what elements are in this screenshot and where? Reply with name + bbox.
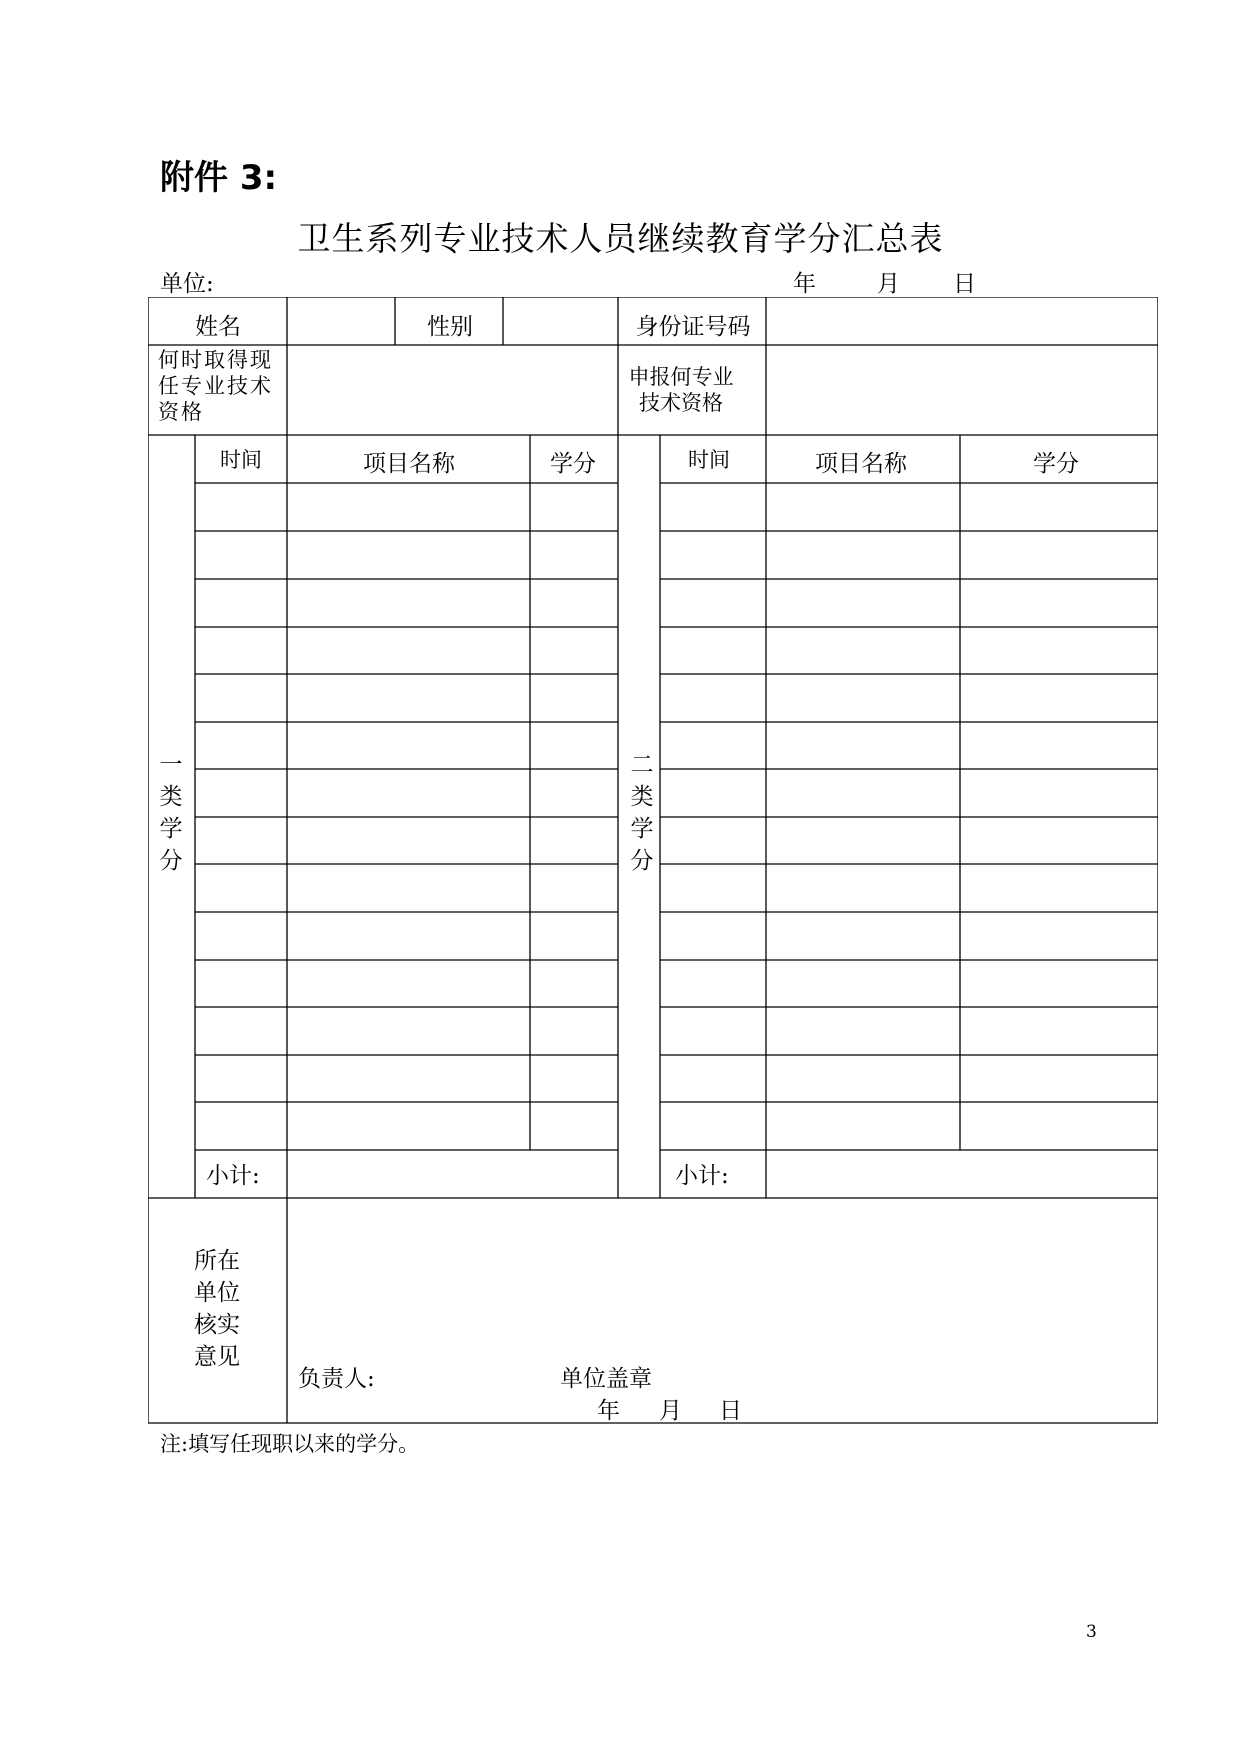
credit-summary-form xyxy=(148,297,1158,1424)
unit-label: 单位: xyxy=(160,271,214,297)
verification-day: 日 xyxy=(719,1398,742,1424)
responsible-label: 负责人: xyxy=(298,1366,375,1392)
cat2-project-header: 项目名称 xyxy=(815,451,907,477)
cat1-subtotal-label: 小计: xyxy=(206,1163,260,1189)
cat2-time-header: 时间 xyxy=(688,448,730,472)
verification-label: 所在单位核实意见 xyxy=(194,1248,240,1370)
cat2-credit-header: 学分 xyxy=(1033,451,1079,477)
form-title: 卫生系列专业技术人员继续教育学分汇总表 xyxy=(297,219,944,258)
gender-label: 性别 xyxy=(427,314,473,340)
verification-month: 月 xyxy=(659,1398,682,1424)
year-label: 年 xyxy=(793,271,816,297)
month-label: 月 xyxy=(877,271,900,297)
category1-label: 一类学分 xyxy=(159,752,183,874)
seal-label: 单位盖章 xyxy=(560,1366,652,1392)
qualification-time-label: 何时取得现任专业技术资格 xyxy=(158,348,273,424)
id-number-label: 身份证号码 xyxy=(635,314,751,340)
page-number: 3 xyxy=(1086,1622,1097,1642)
attachment-label: 附件 3: xyxy=(160,158,278,198)
name-label: 姓名 xyxy=(195,314,241,340)
cat1-project-header: 项目名称 xyxy=(363,451,455,477)
day-label: 日 xyxy=(953,271,976,297)
cat2-subtotal-label: 小计: xyxy=(675,1163,729,1189)
category2-label: 二类学分 xyxy=(630,752,654,874)
cat1-time-header: 时间 xyxy=(220,448,262,472)
cat1-credit-header: 学分 xyxy=(550,451,596,477)
apply-qualification-label: 申报何专业技术资格 xyxy=(628,365,734,415)
verification-year: 年 xyxy=(597,1398,620,1424)
footnote: 注:填写任现职以来的学分。 xyxy=(160,1432,420,1456)
